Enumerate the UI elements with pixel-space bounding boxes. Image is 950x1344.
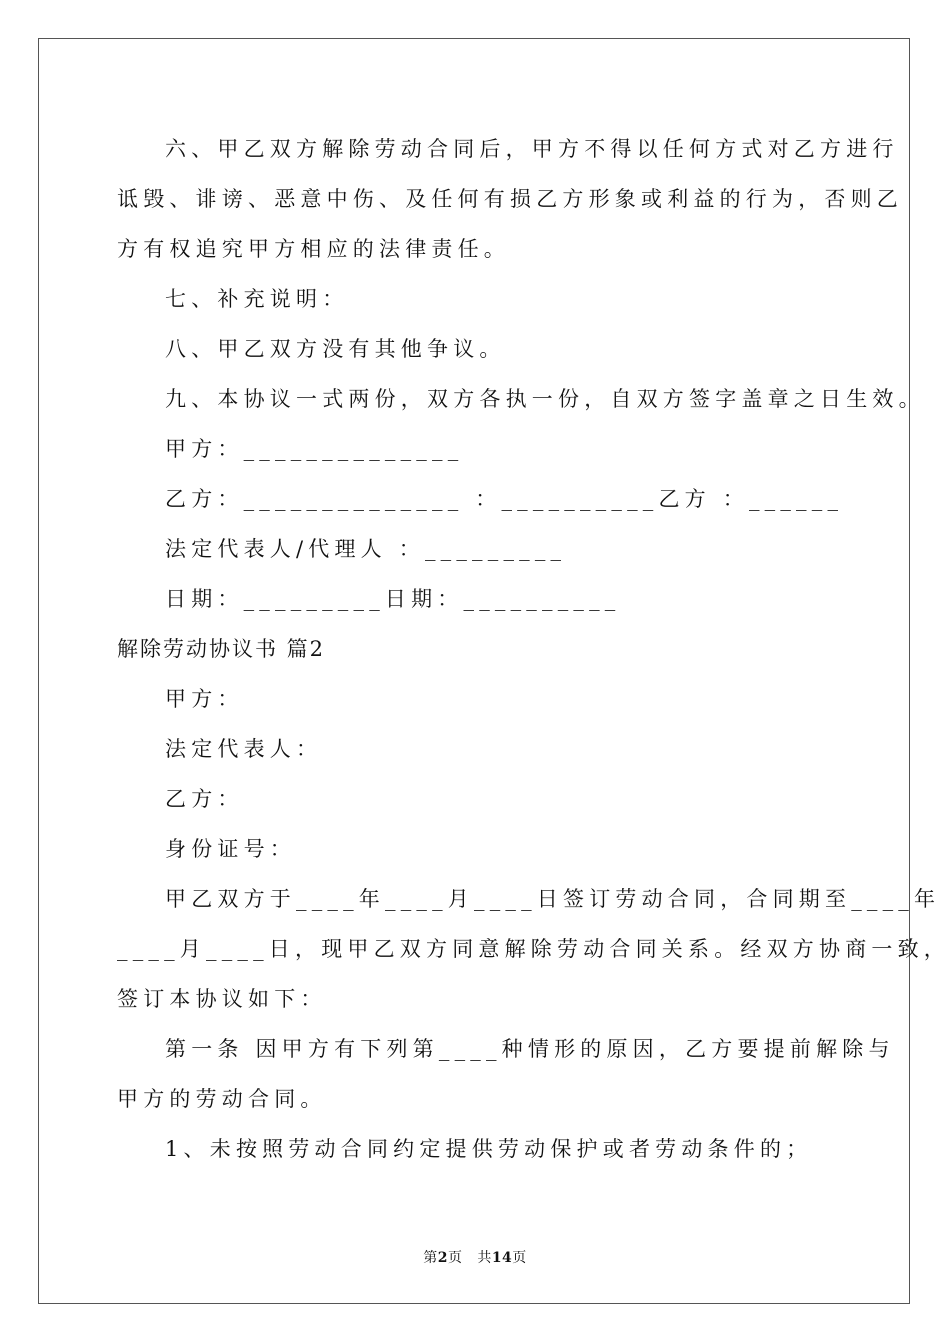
article-one-line: 第一条 因甲方有下列第____种情形的原因，乙方要提前解除与	[165, 1037, 895, 1061]
footer-total-suffix: 页	[512, 1250, 527, 1266]
page-border	[38, 38, 910, 1304]
paragraph-line: 方有权追究甲方相应的法律责任。	[117, 237, 510, 261]
party-b-field: 乙方：	[165, 787, 244, 811]
paragraph-line: 签订本协议如下：	[117, 987, 327, 1011]
legal-representative-field: 法定代表人：	[165, 737, 323, 761]
date-line: 日期：_________日期：__________	[165, 587, 621, 611]
article-one-line: 甲方的劳动合同。	[117, 1087, 327, 1111]
section-heading: 解除劳动协议书 篇2	[117, 637, 326, 661]
footer-page-prefix: 第	[423, 1250, 438, 1266]
paragraph-line: ____月____日，现甲乙双方同意解除劳动合同关系。经双方协商一致，	[117, 937, 950, 961]
party-a-signature-line: 甲方：______________	[165, 437, 464, 461]
clause-nine: 九、本协议一式两份，双方各执一份，自双方签字盖章之日生效。	[165, 387, 925, 411]
footer-total-prefix: 共	[477, 1250, 492, 1266]
clause-eight: 八、甲乙双方没有其他争议。	[165, 337, 506, 361]
footer-total-pages: 14	[491, 1250, 513, 1266]
id-number-field: 身份证号：	[165, 837, 296, 861]
legal-representative-line: 法定代表人/代理人 ：_________	[165, 537, 567, 561]
clause-seven: 七、补充说明：	[165, 287, 349, 311]
page-footer	[0, 1247, 950, 1267]
footer-page-suffix: 页	[447, 1250, 463, 1266]
paragraph-line: 诋毁、诽谤、恶意中伤、及任何有损乙方形象或利益的行为，否则乙	[117, 187, 903, 211]
paragraph-line: 甲乙双方于____年____月____日签订劳动合同，合同期至____年	[165, 887, 941, 911]
list-item: 1、未按照劳动合同约定提供劳动保护或者劳动条件的；	[165, 1137, 813, 1161]
party-a-field: 甲方：	[165, 687, 244, 711]
party-b-signature-line: 乙方：______________ ：__________乙方 ：______	[165, 487, 844, 511]
footer-page-number: 2	[437, 1250, 448, 1266]
paragraph-line: 六、甲乙双方解除劳动合同后，甲方不得以任何方式对乙方进行	[165, 137, 899, 161]
